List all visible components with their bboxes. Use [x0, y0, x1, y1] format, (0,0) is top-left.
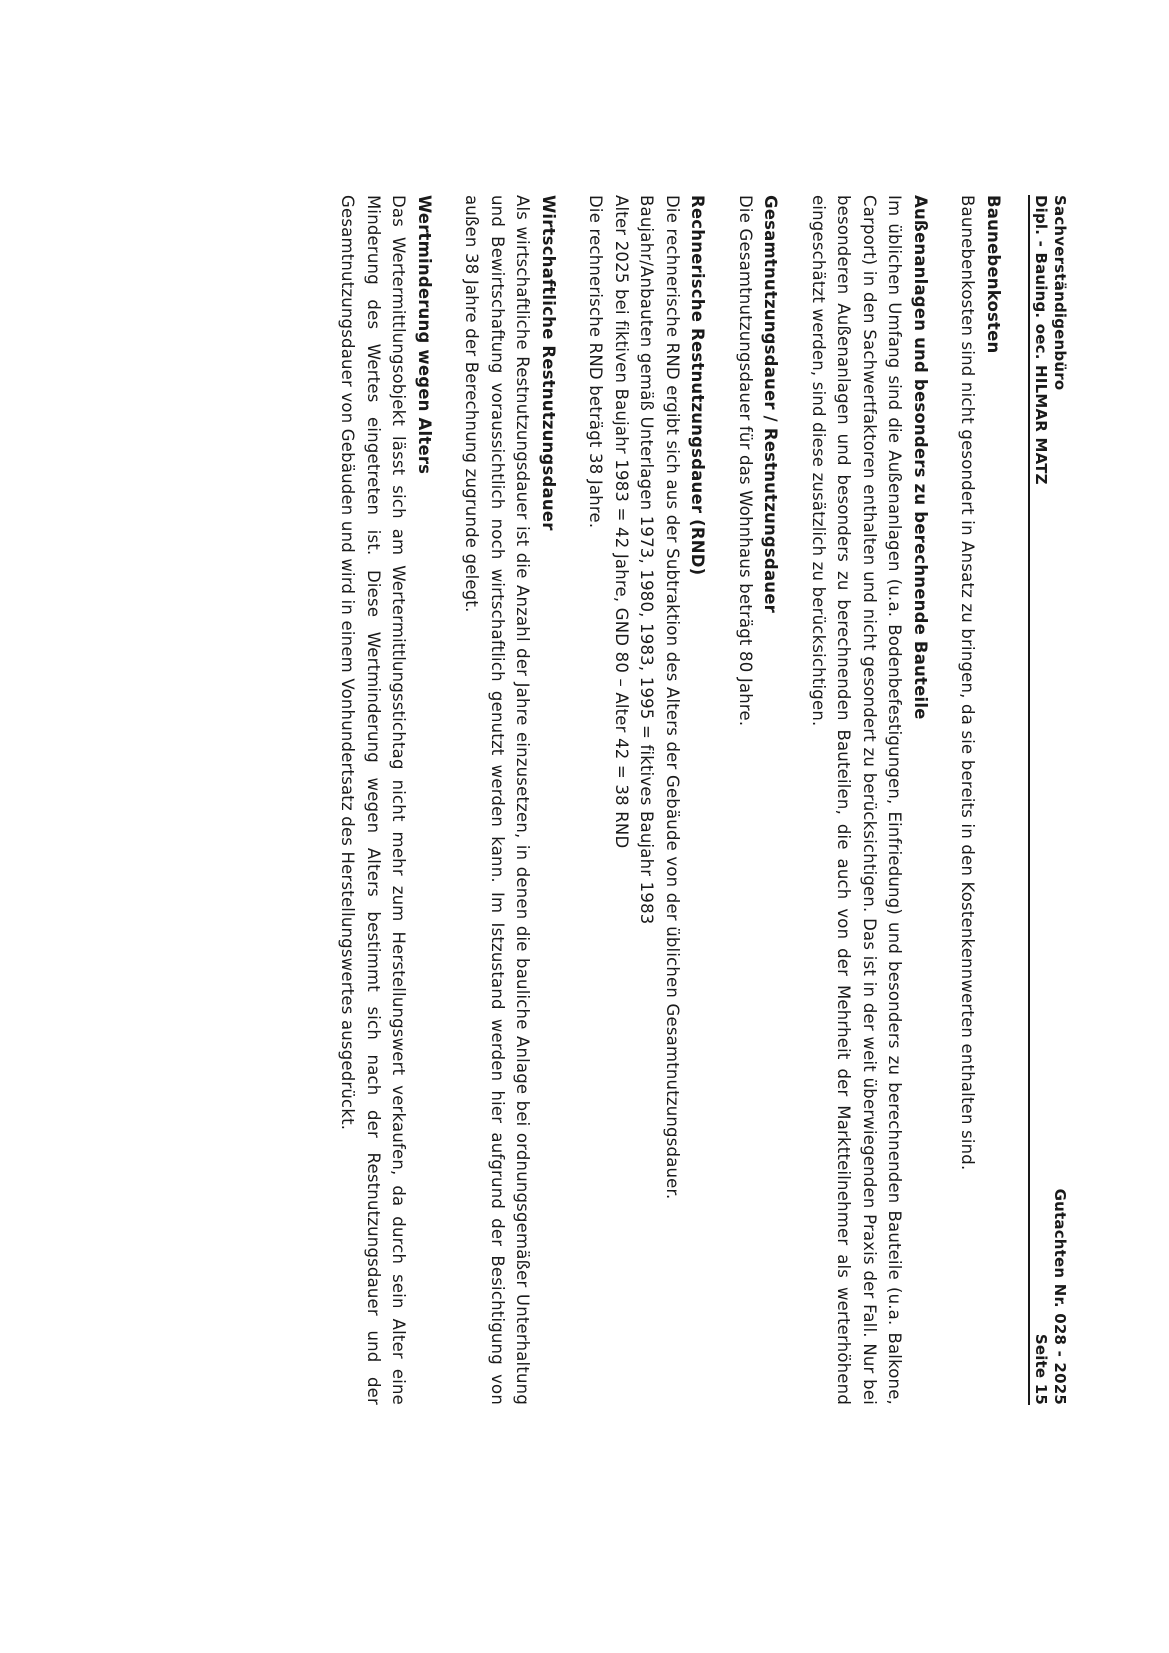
section-heading: Wirtschaftliche Restnutzungsdauer: [539, 195, 558, 531]
section-text: Das Wertermittlungsobjekt lässt sich am Wertermittlungsstichtag nicht mehr zum Herstellungswert verkaufen, da durch sein Alter eine Minderung des Wertes eingetreten ist. Diese Wertminderung wegen Alters bestimmt sich nach der Restnutzungsdauer und der Gesamtnutzungsdauer von Gebäuden und wird in einem Vonhundertsatz des Herstellungswertes ausgedrückt.: [338, 195, 409, 1405]
section-heading: Gesamtnutzungsdauer / Restnutzungsdauer: [761, 195, 781, 613]
page-header: [1028, 195, 1069, 1405]
section-text: Die Gesamtnutzungsdauer für das Wohnhaus beträgt 80 Jahre.: [736, 195, 755, 727]
section-baunebenkosten: [955, 195, 1006, 1405]
header-right: [1031, 1189, 1069, 1405]
section-text: Die rechnerische RND ergibt sich aus der Subtraktion des Alters der Gebäude von der üblichen Gesamtnutzungsdauer.: [663, 195, 682, 1200]
section-gesamtnutzungsdauer: [733, 195, 784, 1405]
author-name: Dipl. - Bauing. oec. HILMAR MATZ: [1032, 195, 1050, 485]
section-heading: Baunebenkosten: [984, 195, 1003, 354]
section-heading: Wertminderung wegen Alters: [415, 195, 434, 475]
section-wirtschaftliche-rnd: [459, 195, 561, 1405]
header-left: [1031, 195, 1069, 485]
baujahr-line: Baujahr/Anbauten gemäß Unterlagen 1973, 1980, 1983, 1995 = fiktives Baujahr 1983: [637, 195, 657, 925]
section-text: Als wirtschaftliche Restnutzungsdauer ist die Anzahl der Jahre einzusetzen, in denen die bauliche Anlage bei ordnungsgemäßer Unterhaltung und Bewirtschaftung voraussichtlich noch wirtschaftlich genutzt werden kann. Im Istzustand werden hier aufgrund der Besichtigung von außen 38 Jahre der Berechnung zugrunde gelegt.: [462, 195, 533, 1405]
section-rechnerische-rnd: [583, 195, 711, 1405]
alter-line: Alter 2025 bei fiktiven Baujahr 1983 = 42 Jahre, GND 80 – Alter 42 = 38 RND: [612, 195, 631, 849]
section-text: Baunebenkosten sind nicht gesondert in Ansatz zu bringen, da sie bereits in den Kostenkennwerten enthalten sind.: [958, 195, 978, 1171]
section-heading: Rechnerische Restnutzungsdauer (RND): [688, 195, 708, 576]
page-content: [335, 195, 1069, 1405]
section-aussenanlagen: [806, 195, 934, 1405]
section-wertminderung: [335, 195, 437, 1405]
report-number: Gutachten Nr. 028 - 2025: [1051, 1188, 1069, 1405]
page-number: Seite 15: [1032, 1333, 1050, 1405]
section-text: Im üblichen Umfang sind die Außenanlagen (u.a. Bodenbefestigungen, Einfriedung) und besonders zu berechnenden Bauteile (u.a. Balkone, Carport) in den Sachwertfaktoren enthalten und nicht gesondert zu berücksichtigen. Das ist in der weit überwiegenden Praxis der Fall. Nur bei besonderen Außenanlagen und besonders zu berechnenden Bauteilen, die auch von der Mehrheit der Marktteilnehmer als werterhöhend eingeschätzt werden, sind diese zusätzlich zu berücksichtigen.: [809, 195, 905, 1405]
office-name: Sachverständigenbüro: [1051, 195, 1069, 391]
section-heading: Außenanlagen und besonders zu berechnende Bauteile: [911, 195, 930, 720]
rnd-result-line: Die rechnerische RND beträgt 38 Jahre.: [586, 195, 606, 529]
